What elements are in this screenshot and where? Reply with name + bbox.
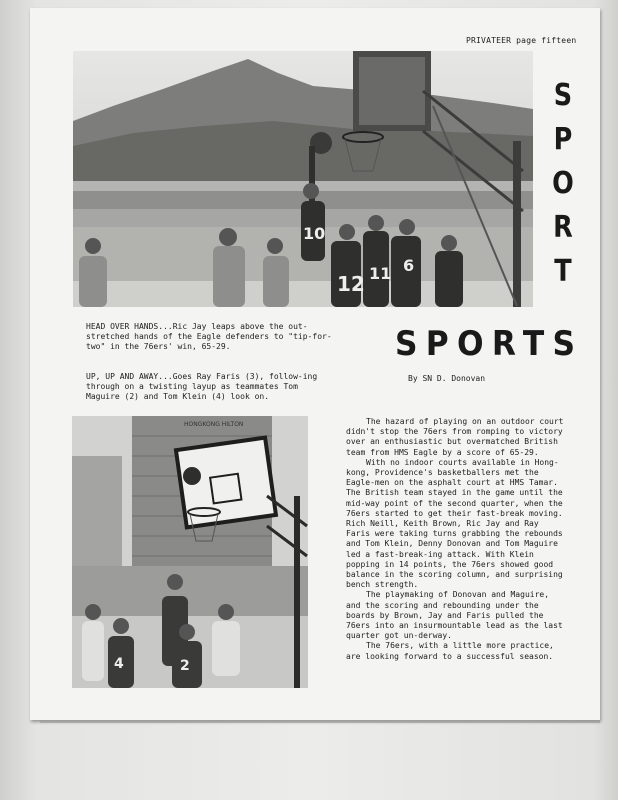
title-letter: T [554,254,572,289]
page-header: PRIVATEER page fifteen [466,36,577,45]
article-paragraph: The hazard of playing on an outdoor court didn't stop the 76ers from romping to victory over an enthusiastic but overmatched British team from HMS Eagle by a score of 65-29. [346,417,564,457]
jersey-number: 10 [303,224,326,243]
article-paragraph: With no indoor courts available in Hong-kong, Providence's basketballers met the Eagle-men on the asphalt court at HMS Tamar. The British team stayed in the game until the mid-way point of the second quarter, when the 76ers started to get their fast-break moving. Rich Neill, Keith Brown, Ric Jay and Ray Faris were taking turns grabbing the rebounds and Tom Klein, Denny Donovan and Tom Maguire led a fast-break-ing attack. With Klein popping in 14 points, the 76ers showed good balance in the scoring column, and surprising bench strength. [346,457,563,590]
article-paragraph: The playmaking of Donovan and Maguire, and the scoring and rebounding under the boards by Brown, Jay and Faris pulled the 76ers into an insurmountable lead as the last quarter got un-derway. [346,590,563,641]
title-letter: P [553,122,573,157]
jersey-number: 4 [114,656,124,672]
vertical-title [545,74,581,294]
title-letter: S [553,78,573,113]
page-edge-shadow [40,720,600,723]
jersey-number: 6 [403,256,415,275]
jersey-number: 11 [369,264,392,283]
photo-caption: UP, UP AND AWAY...Goes Ray Faris (3), follow-ing through on a twisting layup as teammates Tom Maguire (2) and Tom Klein (4) look on. [86,372,318,401]
article-body [346,417,566,662]
title-letter: R [553,210,573,245]
sports-heading: SPORTS [395,324,584,364]
jersey-number: 12 [337,272,365,296]
jersey-number: 2 [180,658,190,674]
byline: By SN D. Donovan [408,374,486,383]
photo-caption: HEAD OVER HANDS...Ric Jay leaps above the out-stretched hands of the Eagle defenders to "tip-for-two" in the 76ers' win, 65-29. [86,322,332,351]
title-letter: O [552,166,574,201]
building-sign: HONGKONG HILTON [184,421,244,428]
photo-up-up-and-away [72,416,308,688]
photo-head-over-hands [73,51,533,307]
article-paragraph: The 76ers, with a little more practice, are looking forward to a successful season. [346,641,554,661]
